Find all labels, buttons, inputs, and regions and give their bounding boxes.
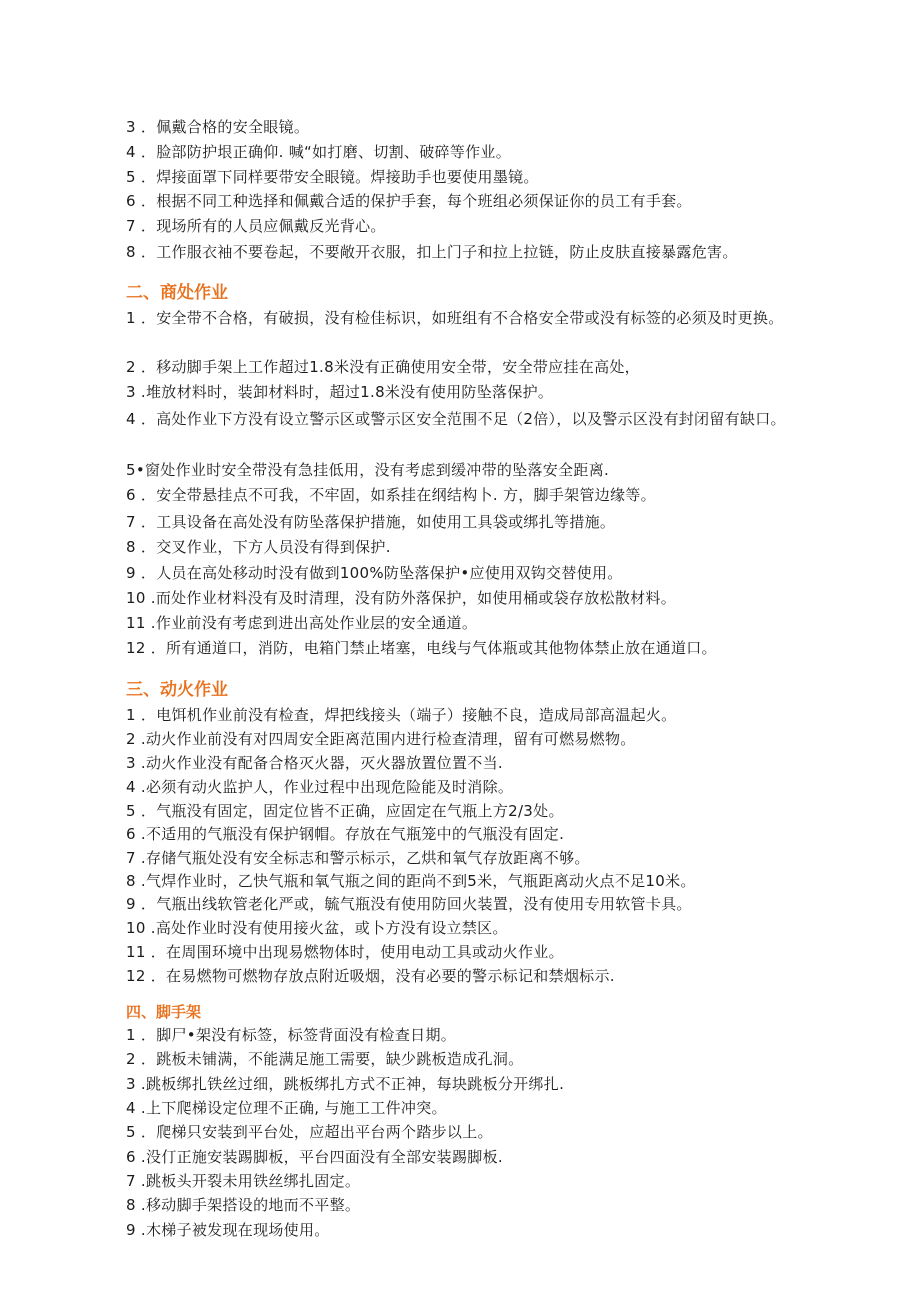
- list-item: 8 .移动脚手架搭设的地而不平整。: [126, 1196, 361, 1214]
- list-item: 1 ．安全带不合格，有破损，没有检佳标识，如班组有不合格安全带或没有标签的必须及时更换。: [126, 309, 784, 327]
- list-item: 1 ．脚尸•架没有标签，标签背面没有检查日期。: [126, 1026, 457, 1044]
- list-item: 2 ．跳板未铺满，不能满足施工需要，缺少跳板造成孔洞。: [126, 1050, 524, 1068]
- list-item: 5 ．气瓶没有固定，固定位皆不正确，应固定在气瓶上方2/3处。: [126, 802, 564, 820]
- list-item: 9 ．气瓶出线软管老化严或，毓气瓶没有使用防回火装置，没有使用专用软管卡具。: [126, 895, 692, 913]
- list-item: 1 ．电饵机作业前没有检查，焊把线接头（端子）接触不良，造成局部高温起火。: [126, 706, 677, 724]
- list-item: 2 .动火作业前没有对四周安全距离范围内进行检查清理，留有可燃易燃物。: [126, 730, 636, 748]
- list-item: 2 ．移动脚手架上工作超过1.8米没有正确使用安全带，安全带应挂在高处，: [126, 358, 640, 376]
- list-item: 6 ．根据不同工种选择和佩戴合适的保护手套，每个班组必须保证你的员工有手套。: [126, 192, 692, 210]
- section-heading: 四、脚手架: [126, 1003, 202, 1021]
- list-item: 4 ．高处作业下方没有设立警示区或警示区安全范围不足（2倍），以及警示区没有封闭留有缺口。: [126, 410, 786, 428]
- list-item: 7 ．工具设备在高处没有防坠落保护措施，如使用工具袋或绑扎等措施。: [126, 513, 616, 531]
- section-heading: 三、动火作业: [126, 680, 228, 700]
- list-item: 4 .上下爬梯设定位理不正确, 与施工工件冲突。: [126, 1099, 447, 1117]
- list-item: 7 ．现场所有的人员应佩戴反光背心。: [126, 217, 386, 235]
- list-item: 3 .跳板绑扎铁丝过细，跳板绑扎方式不正神，每块跳板分开绑扎.: [126, 1075, 565, 1093]
- list-item: 5•窗处作业时安全带没有急挂低用，没有考虑到缓冲带的坠落安全距离.: [126, 461, 610, 479]
- list-item: 4 ．脸部防护垠正确仰. 喊“如打磨、切割、破碎等作业。: [126, 143, 512, 161]
- list-item: 9 .木梯子被发现在现场使用。: [126, 1221, 330, 1239]
- list-item: 3 .堆放材料时，装卸材料时，超过1.8米没有使用防坠落保护。: [126, 383, 554, 401]
- list-item: 10 .而处作业材料没有及时清理，没有防外落保护，如使用桶或袋存放松散材料。: [126, 589, 677, 607]
- list-item: 11 .作业前没有考虑到进出高处作业层的安全通道。: [126, 614, 478, 632]
- list-item: 6 ．安全带悬挂点不可我，不牢固，如系挂在纲结构卜. 方，脚手架管边缘等。: [126, 486, 656, 504]
- list-item: 7 .存储气瓶处没有安全标志和警示标示，乙烘和氧气存放距离不够。: [126, 849, 590, 867]
- list-item: 8 .气焊作业时，乙快气瓶和氧气瓶之间的距尚不到5米，气瓶距离动火点不足10米。: [126, 872, 696, 890]
- list-item: 12 ．在易燃物可燃物存放点附近吸烟，没有必要的警示标记和禁烟标示.: [126, 967, 615, 985]
- list-item: 3 ．佩戴合格的安全眼镜。: [126, 118, 310, 136]
- list-item: 3 .动火作业没有配备合格灭火器，灭火器放置位置不当.: [126, 754, 503, 772]
- list-item: 9 ．人员在高处移动时没有做到100%防坠落保护•应使用双钩交替使用。: [126, 564, 623, 582]
- list-item: 10 .高处作业时没有使用接火盆，或卜方没有设立禁区。: [126, 919, 508, 937]
- list-item: 6 .不适用的气瓶没有保护钢帽。存放在气瓶笼中的气瓶没有固定.: [126, 825, 565, 843]
- list-item: 6 .没仃正施安装踢脚板，平台四面没有全部安装踢脚板.: [126, 1148, 503, 1166]
- list-item: 5 ．焊接面罩下同样要带安全眼镜。焊接助手也要使用墨镜。: [126, 168, 539, 186]
- list-item: 4 .必须有动火监护人，作业过程中出现危险能及时消除。: [126, 778, 514, 796]
- list-item: 8 ．交叉作业，下方人员没有得到保护.: [126, 538, 391, 556]
- list-item: 8 ．工作服衣袖不要卷起，不要敞开衣服，扣上门子和拉上拉链，防止皮肤直接暴露危害。: [126, 243, 738, 261]
- list-item: 5 ．爬梯只安装到平台处，应超出平台两个踏步以上。: [126, 1123, 493, 1141]
- section-heading: 二、商处作业: [126, 283, 228, 303]
- list-item: 11 ．在周围环境中出现易燃物体时，使用电动工具或动火作业。: [126, 943, 564, 961]
- list-item: 7 .跳板头开裂未用铁丝绑扎固定。: [126, 1172, 361, 1190]
- list-item: 12 ．所有通道口，消防，电箱门禁止堵塞，电线与气体瓶或其他物体禁止放在通道口。: [126, 639, 717, 657]
